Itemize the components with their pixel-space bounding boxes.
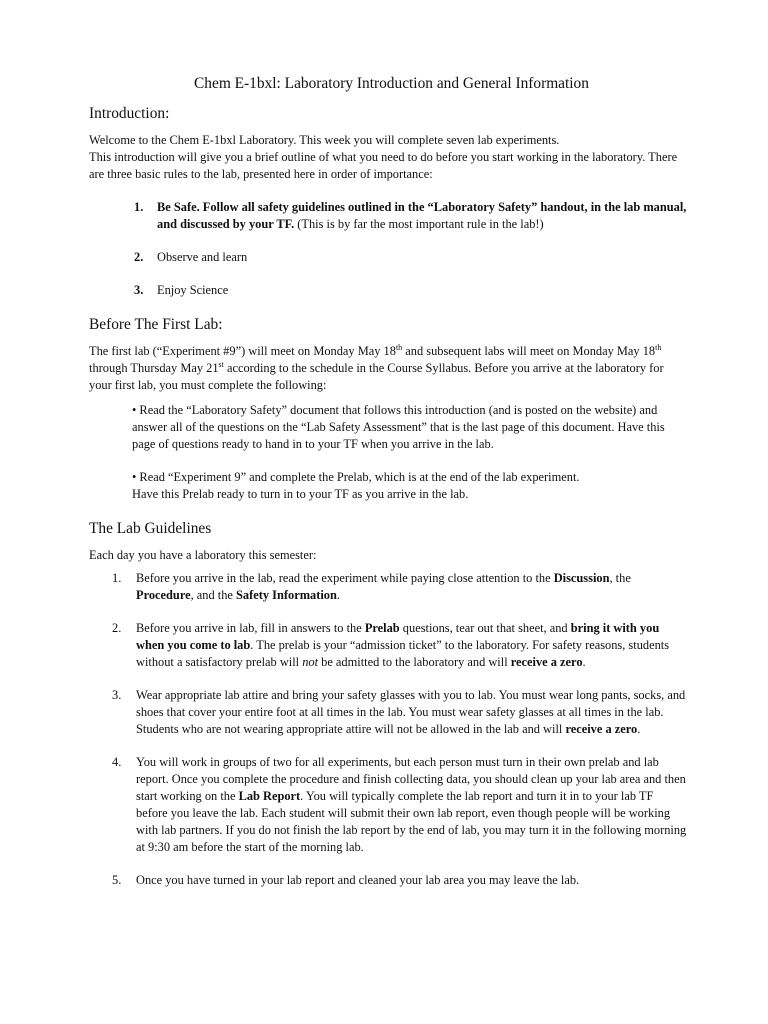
guideline-item-5 bbox=[112, 872, 688, 889]
bullet-item: • Read the “Laboratory Safety” document that follows this introduction (and is posted on the website) and answer all of the questions on the “Lab Safety Assessment” that is the last page of this document. Have this page of questions ready to hand in to your TF when you arrive in the lab. bbox=[132, 403, 665, 451]
guideline-text: Before you arrive in the lab, read the experiment while paying close attention to the Discussion, the Procedure, and the Safety Information. bbox=[136, 571, 631, 602]
rule-text: Enjoy Science bbox=[157, 283, 229, 297]
guideline-text: You will work in groups of two for all experiments, but each person must turn in their own prelab and lab report. Once you complete the procedure and finish collecting data, you should clean up your lab area and then start working on the Lab Report. You will typically complete the lab report and turn it in to your lab TF before you leave the lab. Each student will submit their own lab report, even though people will be working with lab partners. If you do not finish the lab report by the end of lab, you may turn it in the following morning at 9:30 am before the start of the morning lab. bbox=[136, 755, 687, 854]
lab-guidelines-list bbox=[89, 570, 688, 889]
lab-guidelines-heading: The Lab Guidelines bbox=[89, 520, 212, 537]
introduction-line-1: Welcome to the Chem E-1bxl Laboratory. This week you will complete seven lab experiments. bbox=[89, 133, 560, 147]
rule-text: Observe and learn bbox=[157, 250, 248, 264]
lab-guidelines-intro: Each day you have a laboratory this semester: bbox=[89, 548, 317, 562]
rule-number: 3. bbox=[134, 283, 144, 297]
rule-text bbox=[157, 199, 688, 233]
before-first-lab-heading: Before The First Lab: bbox=[89, 316, 223, 333]
guideline-text: Wear appropriate lab attire and bring your safety glasses with you to lab. You must wear long pants, socks, and shoes that cover your entire foot at all times in the lab. You must wear safety glasses at all times in the lab. Students who are not wearing appropriate attire will not be allowed in the lab and will receive a zero. bbox=[136, 688, 686, 736]
guideline-item-2 bbox=[112, 620, 688, 671]
guideline-text: Before you arrive in lab, fill in answers to the Prelab questions, tear out that sheet, and bring it with you when you come to lab. The prelab is your “admission ticket” to the laboratory. For safety reasons, students without a satisfactory prelab will not be admitted to the laboratory and will receive a zero. bbox=[136, 621, 670, 669]
introduction-line-2: This introduction will give you a brief outline of what you need to do before you start working in the laboratory. There are three basic rules to the lab, presented here in order of importance: bbox=[89, 150, 678, 181]
rule-item-1 bbox=[134, 199, 688, 233]
guideline-item-1 bbox=[112, 570, 688, 604]
rule-number: 2. bbox=[134, 250, 144, 264]
document-title: Chem E-1bxl: Laboratory Introduction and General Information bbox=[194, 75, 589, 92]
rule-item-2 bbox=[134, 249, 688, 266]
guideline-number: 4. bbox=[112, 755, 122, 769]
rule-item-3 bbox=[134, 282, 688, 299]
before-first-lab-bullets bbox=[132, 402, 688, 503]
guideline-number: 2. bbox=[112, 621, 122, 635]
rule-number: 1. bbox=[134, 200, 144, 214]
rule-note: (This is by far the most important rule in the lab!) bbox=[294, 217, 544, 231]
guideline-item-3 bbox=[112, 687, 688, 738]
guideline-number: 5. bbox=[112, 873, 122, 887]
guideline-text: Once you have turned in your lab report and cleaned your lab area you may leave the lab. bbox=[136, 873, 580, 887]
guideline-number: 1. bbox=[112, 571, 122, 585]
introduction-heading: Introduction: bbox=[89, 105, 170, 122]
guideline-number: 3. bbox=[112, 688, 122, 702]
before-first-lab-paragraph: The first lab (“Experiment #9”) will meet on Monday May 18th and subsequent labs will meet on Monday May 18th through Thursday May 21st according to the schedule in the Course Syllabus. Before you arrive at the laboratory for your first lab, you must complete the following: bbox=[89, 342, 664, 392]
bullet-item: • Read “Experiment 9” and complete the Prelab, which is at the end of the lab experiment. Have this Prelab ready to turn in to your TF as you arrive in the lab. bbox=[132, 470, 580, 501]
rule-bold-text: Be Safe. Follow all safety guidelines outlined in the “Laboratory Safety” handout, in the lab manual, and discussed by your TF. bbox=[157, 200, 687, 231]
introduction-paragraph bbox=[89, 132, 688, 183]
guideline-item-4 bbox=[112, 754, 688, 856]
